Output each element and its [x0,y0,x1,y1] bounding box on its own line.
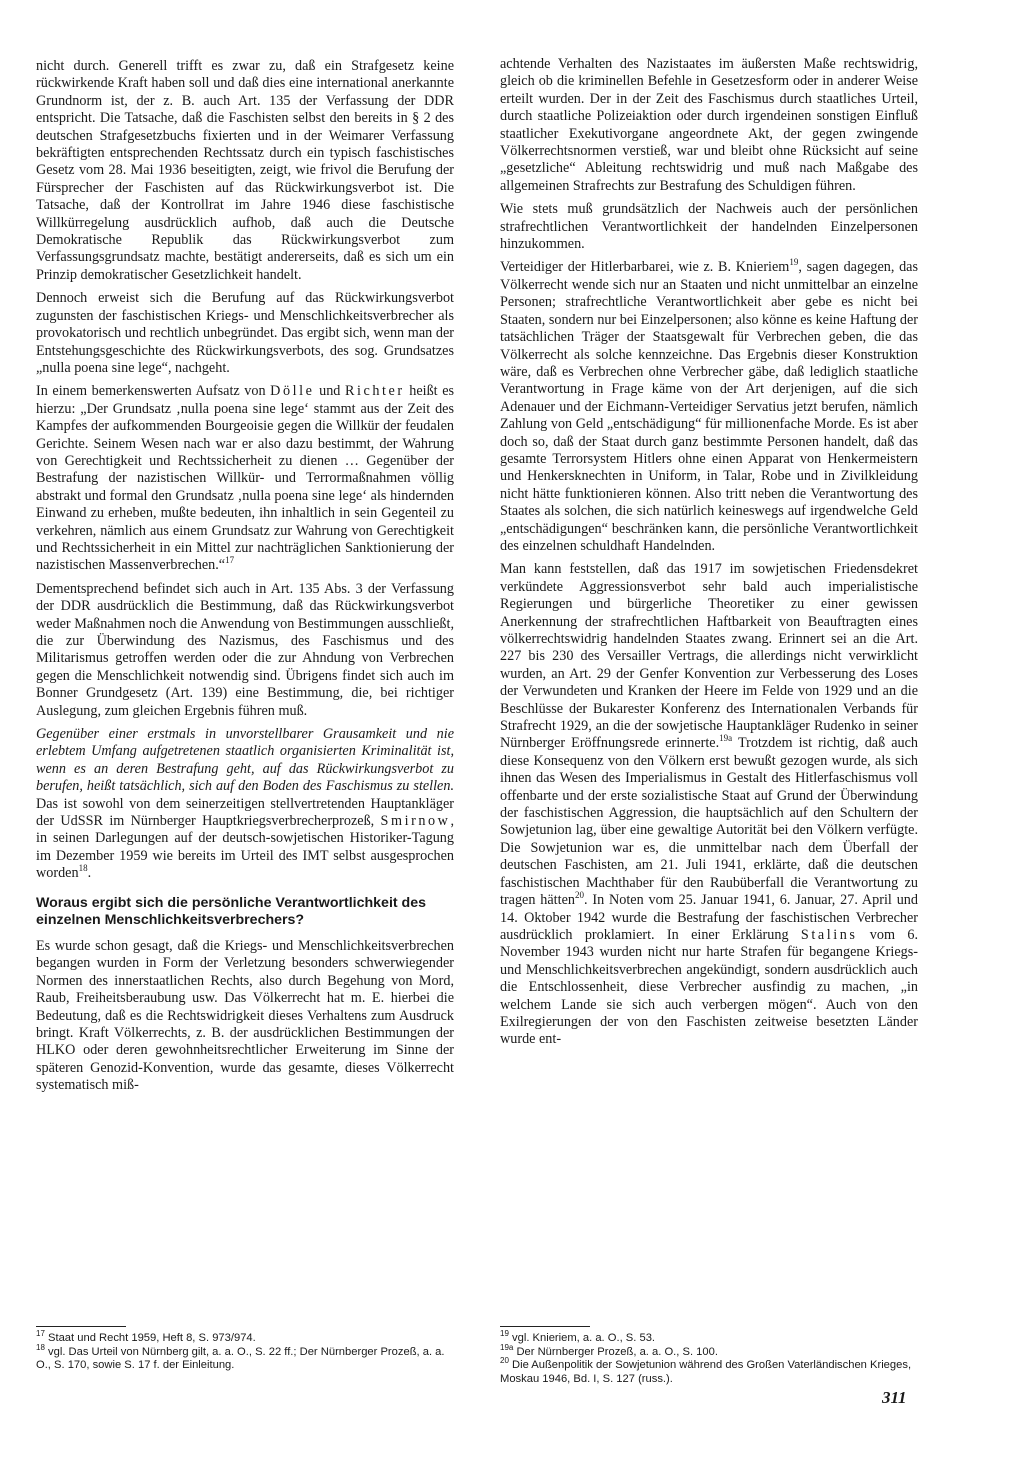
footnote: $^{17}$ Staat und Recht 1959, Heft 8, S. 973/974. [36,1329,256,1344]
footnote: $^{19}$ vgl. Knieriem, a. a. O., S. 53. [500,1329,656,1344]
page-number: 311 [882,1388,907,1407]
footnote: $^{19a}$ Der Nürnberger Prozeß, a. a. O., S. 100. [500,1342,718,1358]
person-name: Smirnow [380,813,451,830]
footnotes-left [36,1326,454,1373]
footnote: $^{20}$ Die Außenpolitik der Sowjetunion während des Großen Vaterländischen Krieges, Moskau 1946, Bd. I, S. 127 (russ.). [500,1356,912,1385]
author-name: Dölle [270,383,315,400]
paragraph: In einem bemerkenswerten Aufsatz von Dölle und Richter heißt es hierzu: „Der Grundsatz ‚nulla poena sine lege‘ stammt aus der Zeit des Kampfes der aufkommenden Bourgeoisie gegen die Willkür der feudalen Gerichte. Seinem Wesen nach war er also dazu bestimmt, der Wahrung von Gerechtigkeit und Rechtssicherheit zu dienen … Gegenüber der Bestrafung der nazistischen Willkür- und Terrormaßnahmen völlig abstrakt und formal den Grundsatz ‚nulla poena sine lege‘ als hindernden Einwand zu erheben, mußte bedeuten, ihn inhaltlich in sein Gegenteil zu verkehren, nämlich aus einem Grundsatz zur Wahrung von Gerechtigkeit und Rechtssicherheit in ein Mittel zur nachträglichen Sanktionierung der nazistischen Massenverbrechen.“$^{17}$ [36,383,455,574]
footnote-ref: 19a [719,733,733,744]
section-heading: Woraus ergibt sich die persönliche Verantwortlichkeit des einzelnen Menschlichkeitsverbrechers? [36,894,427,929]
right-column [500,56,918,1055]
footnote-rule [500,1326,590,1327]
footnote-ref: 20 [574,890,584,901]
footnote: $^{18}$ vgl. Das Urteil von Nürnberg gilt, a. a. O., S. 22 ff.; Der Nürnberger Prozeß, a. a. O., S. 170, sowie S. 17 f. der Einleitung. [36,1342,445,1372]
paragraph: Man kann feststellen, daß das 1917 im sowjetischen Friedensdekret verkündete Aggressionsverbot sehr bald auch imperialistische Regierungen und bürgerliche Theoretiker zu einer gewissen Anerkennung der strafrechtlichen Haftbarkeit von Beauftragten eines völkerrechtswidrig handelnden Staates zwang. Erinnert sei an die Art. 227 bis 230 des Versailler Vertrags, die allerdings nicht verwirklicht wurden, an Art. 29 der Genfer Konvention zur Verbesserung des Loses der Verwundeten und Kranken der Heere im Felde von 1929 und an die Beschlüsse der Bukarester Konferenz des Internationalen Verbands für Strafrecht 1929, an die der sowjetische Hauptankläger Rudenko in seiner Nürnberger Eröffnungsrede erinnerte.$^{19a}$ Trotzdem ist richtig, daß auch diese Konsequenz von den Völkern erst bewußt gezogen wurde, als sich ihnen das Wesen des Imperialismus in Gestalt des Hitlerfaschismus voll offenbarte und der erste sozialistische Staat auf Grund der Überwindung der faschistischen Aggression, die hauptsächlich auf den Schultern der Sowjetunion lag, über eine gewaltige Autorität bei den Völkern verfügte. Die Sowjetunion war es, die unmittelbar nach dem Überfall der deutschen Faschisten, am 21. Juli 1941, erklärte, daß die deutschen faschistischen Machthaber für den Raubüberfall die Verantwortung zu tragen hätten$^{20}$. In Noten vom 25. Januar 1941, 6. Januar, 27. April und 14. Oktober 1942 wurde die Bestrafung der faschistischen Verbrecher ausdrücklich proklamiert. In einer Erklärung Stalins vom 6. November 1943 wurden nicht nur harte Strafen für begangene Kriegs- und Menschlichkeitsverbrechen angekündigt, sondern ausdrücklich auch die Entschlossenheit, diese Verbrecher ausfindig zu machen, „in welchem Lande sie sich auch verbergen mögen“. Auch von den Exilregierungen der von den Faschisten zeitweise besetzten Länder wurde ent- [500,561,919,1048]
paragraph: Gegenüber einer erstmals in unvorstellbarer Grausamkeit und nie erlebtem Umfang aufgetretenen staatlich organisierten Kriminalität ist, wenn es an deren Bestrafung geht, auf das Rückwirkungsverbot zu berufen, heißt tatsächlich, sich auf den Boden des Faschismus zu stellen. Das ist sowohl von dem seinerzeitigen stellvertretenden Hauptankläger der UdSSR im Nürnberger Hauptkriegsverbrecherprozeß, Smirnow, in seinen Darlegungen auf der deutsch-sowjetischen Historiker-Tagung im Dezember 1959 wie bereits im Urteil des IMT selbst ausgesprochen worden$^{18}$. [36,726,455,882]
emphasis: Gegenüber einer erstmals in unvorstellbarer Grausamkeit und nie erlebtem Umfang aufgetretenen staatlich organisierten Kriminalität ist, wenn es an deren Bestrafung geht, auf das Rückwirkungsverbot zu berufen, heißt tatsächlich, sich auf den Boden des Faschismus zu stellen. [36,726,454,795]
author-name: Richter [344,383,405,400]
footnote-ref: 17 [225,555,235,566]
paragraph: Dementsprechend befindet sich auch in Art. 135 Abs. 3 der Verfassung der DDR ausdrücklich die Bestimmung, daß das Rückwirkungsverbot weder Maßnahmen noch die Anwendung von Bestimmungen ausschließt, die zur Überwindung des Nazismus, des Faschismus und des Militarismus getroffen werden oder die zur Ahndung von Verbrechen gegen die Menschlichkeit notwendig sind. Übrigens findet sich auch im Bonner Grundgesetz (Art. 139) eine Bestimmung, die, bei richtiger Auslegung, zum gleichen Ergebnis führen muß. [36,580,454,719]
footnotes-right [500,1326,918,1386]
left-column [36,58,454,1101]
footnote-ref: 19 [789,257,799,268]
paragraph: nicht durch. Generell trifft es zwar zu, daß ein Strafgesetz keine rückwirkende Kraft haben soll und daß dies eine international anerkannte Grundnorm ist, der z. B. auch Art. 135 der Verfassung der DDR entspricht. Die Tatsache, daß die Faschisten selbst den bereits in § 2 des deutschen Strafgesetzbuchs fixierten und in der Weimarer Verfassung bekräftigten entsprechenden Rechtssatz durch ein typisch faschistisches Gesetz vom 28. Mai 1936 beseitigten, zeigt, wie frivol die Berufung der Fürsprecher der Faschisten auf das Rückwirkungsverbot ist. Die Tatsache, daß der Kontrollrat im Jahre 1946 diese faschistische Willkürregelung ausdrücklich aufhob, daß auch die Deutsche Demokratische Republik das Rückwirkungsverbot zum Verfassungsgrundsatz machte, bestätigt andererseits, daß es sich um ein Prinzip demokratischer Gesetzlichkeit handelt. [36,58,454,283]
paragraph: achtende Verhalten des Nazistaates im äußersten Maße rechtswidrig, gleich ob die kriminellen Befehle in Gesetzesform oder in anderer Weise erteilt wurden. Der in der Zeit des Faschismus durch staatliches Urteil, durch staatliche Polizeiaktion oder durch irgendeinen sonstigen Einfluß staatlicher Exekutivorgane angeordnete Akt, der gegen zwingende Völkerrechtsnormen verstieß, war und bleibt ohne Rücksicht auf seine „gesetzliche“ Ableitung rechtswidrig und muß nach Maßgabe des allgemeinen Strafrechts zur Bestrafung des Schuldigen führen. [500,56,918,194]
paragraph: Dennoch erweist sich die Berufung auf das Rückwirkungsverbot zugunsten der faschistischen Kriegs- und Menschlichkeitsverbrecher als provokatorisch und rechtlich unbegründet. Das ergibt sich, wenn man der Entstehungsgeschichte des Rückwirkungsverbots, des sog. Grundsatzes „nulla poena sine lege“, nachgeht. [36,290,454,376]
person-name: Stalins [800,926,858,943]
paragraph: Verteidiger der Hitlerbarbarei, wie z. B. Knieriem$^{19}$, sagen dagegen, das Völkerrecht wende sich nur an Staaten und nicht unmittelbar an einzelne Personen; strafrechtliche Verantwortlichkeit aber gebe es nicht bei Staaten, sondern nur bei Einzelpersonen; also könne es keine Haftung der tatsächlichen Träger der Staatsgewalt für Verbrechen geben, die das Völkerrecht als solche kennzeichne. Das Ergebnis dieser Konstruktion wäre, daß es Verbrechen ohne Verbrecher gäbe, daß lediglich staatliche Verantwortung in Frage käme von der Art derjenigen, auf die sich Adenauer und der Eichmann-Verteidiger Servatius jetzt berufen, nämlich Zahlung von Geld „entschädigung“ für millionenfache Morde. Es ist aber doch so, daß der Staat durch ganz bestimmte Personen handelt, daß das gesamte Terrorsystem Hitlers ohne einen Apparat von Henkermeistern und Henkersknechten in Uniform, in Talar, Robe und in Zivilkleidung nicht hätte funktionieren können. Also tritt neben die Verantwortung des Staates als solchen, die sich natürlich keineswegs auf irgendwelche Geld „entschädigungen“ beschränken kann, die persönliche Verantwortlichkeit des einzelnen schuldhaft Handelnden. [500,257,919,554]
footnote-rule [36,1326,126,1327]
paragraph: Es wurde schon gesagt, daß die Kriegs- und Menschlichkeitsverbrechen begangen wurden in Form der Verletzung besonders schwerwiegender Normen des innerstaatlichen Rechts, also durch Begehung von Mord, Raub, Freiheitsberaubung usw. Das Völkerrecht hat m. E. hierbei die Bedeutung, daß es die Rechtswidrigkeit dieses Verhaltens zum Ausdruck bringt. Kraft Völkerrechts, z. B. der ausdrücklichen Bestimmungen der HLKO oder deren gewohnheitsrechtlicher Erweiterung im Sinne der späteren Genozid-Konvention, wurde das gesamte, dieses Völkerrecht systematisch miß- [36,937,454,1094]
paragraph: Wie stets muß grundsätzlich der Nachweis auch der persönlichen strafrechtlichen Verantwortlichkeit der handelnden Einzelpersonen hinzukommen. [500,201,918,253]
footnote-ref: 18 [78,863,88,874]
